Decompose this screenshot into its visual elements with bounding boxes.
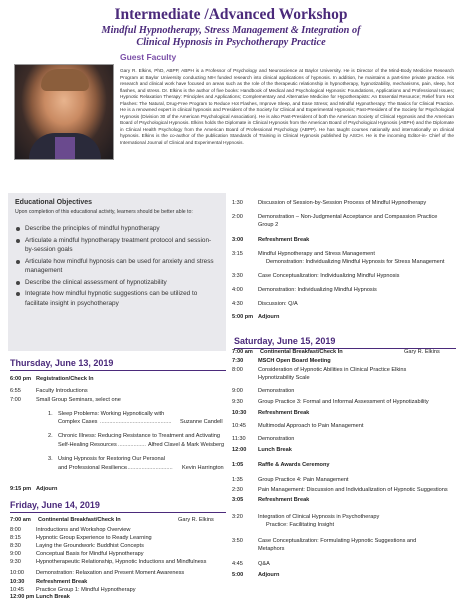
guest-faculty-label: Guest Faculty	[120, 52, 177, 62]
objectives-list	[15, 224, 220, 310]
faculty-photo	[14, 64, 114, 160]
friday-rule	[10, 512, 226, 513]
friday-presenter: Gary R. Elkins	[178, 517, 214, 523]
subtitle-line-2: Clinical Hypnosis in Psychotherapy Practice	[136, 37, 326, 48]
photo-collar	[55, 137, 75, 159]
bullet-icon	[16, 281, 20, 285]
thursday-heading: Thursday, June 13, 2019	[10, 358, 114, 368]
objectives-heading: Educational Objectives	[15, 199, 93, 206]
objective-item: Articulate a mindful hypnotherapy treatment protocol and session-by-session goals	[15, 236, 220, 255]
faculty-bio: Gary R. Elkins, PhD, ABPP, ABPH is a Professor of Psychology and Neuroscience at Baylor University. He is Director of the Mind-Body Medicine Research Program at Baylor University conducting NIH funded research into clinical applications of hypnosis. In addition, he maintains a part-time private practice. His research and clinical work have focused on areas such as the role of the therapeutic relationship in hypnotherapy, hypnotizability, mechanisms, pain, sleep, hot flashes, and stress. Dr. Elkins is the author of five books: Handbook of Medical and Psychological Hypnosis: Foundations, Applications and Professional Issues; Hypnotic Relaxation Therapy: Principles and Applications; Complementary and Alternative Medicine for Hypotherapists: An Essential Resource; Relief from Hot Flashes: The Natural, Drug-Free Program to Reduce Hot Flashes, Improve Sleep, and Ease Stress; and Mindful Hypnotherapy: The Basics for Clinical Practice. He is a renowned expert in clinical hypnosis and President of the Society for Clinical and Experimental Hypnosis; Past-President of the Society for Psychological Hypnosis (Division 30 of the American Psychological Association). He is also Past-President of both the American Society of Clinical Hypnosis and the American Board of Psychological Hypnosis. Elkins holds the Diplomate in Clinical Hypnosis from the American Board of Psychological Hypnosis (ABPH) and the Diplomate in Clinical Health Psychology from the American Board of Professional Psychology (ABPP). He has taught courses nationally and internationally on clinical hypnosis. Elkins is the co-author of the publication Standards of Training in Clinical Hypnosis published by ASCH. He is the incoming Editor-in- Chief of the International Journal of Clinical and Experimental Hypnosis.	[120, 68, 454, 145]
saturday-presenter: Gary R. Elkins	[404, 349, 440, 355]
objective-item: Describe the clinical assessment of hypnotizability	[15, 278, 220, 288]
workshop-title: Intermediate /Advanced Workshop	[114, 6, 348, 23]
workshop-subtitle	[0, 25, 462, 49]
bullet-icon	[16, 227, 20, 231]
bullet-icon	[16, 239, 20, 243]
thursday-rule	[10, 370, 226, 371]
objective-item: Integrate how mindful hypnotic suggestions can be utilized to facilitate insight in psychotherapy	[15, 289, 220, 308]
saturday-heading: Saturday, June 15, 2019	[234, 336, 336, 346]
subtitle-line-1: Mindful Hypnotherapy, Stress Management & Integration of	[101, 25, 361, 36]
objectives-intro: Upon completion of this educational activity, learners should be better able to:	[15, 209, 193, 215]
friday-heading: Friday, June 14, 2019	[10, 500, 100, 510]
objective-item: Articulate how mindful hypnosis can be used for anxiety and stress management	[15, 257, 220, 276]
bullet-icon	[16, 260, 20, 264]
photo-hair	[41, 69, 89, 91]
objective-item: Describe the principles of mindful hypnotherapy	[15, 224, 220, 234]
bullet-icon	[16, 292, 20, 296]
